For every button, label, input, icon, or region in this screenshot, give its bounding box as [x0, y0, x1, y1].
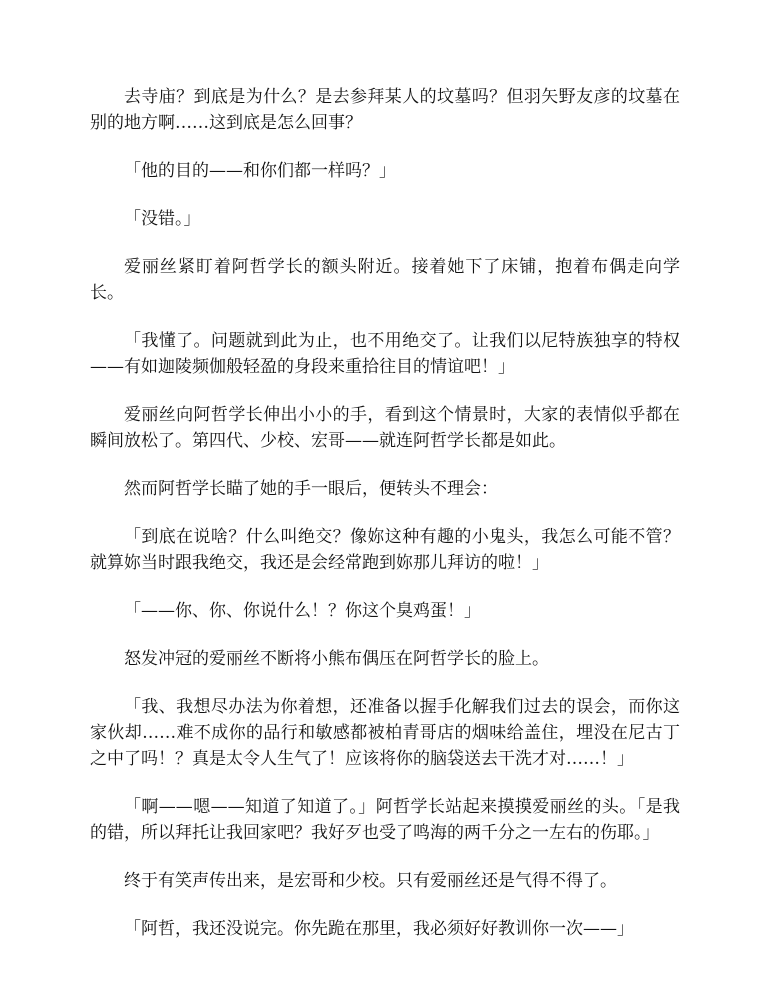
paragraph: 「我、我想尽办法为你着想，还准备以握手化解我们过去的误会，而你这家伙却……难不成你的品行和敏感都被柏青哥店的烟味给盖住，埋没在尼古丁之中了吗！？真是太令人生气了！应该将你的脑袋送去干洗才对……！」 — [90, 697, 680, 769]
paragraph: 然而阿哲学长瞄了她的手一眼后，便转头不理会： — [124, 479, 498, 499]
paragraph: 「他的目的——和你们都一样吗？」 — [124, 161, 396, 181]
paragraph: 「我懂了。问题就到此为止，也不用绝交了。让我们以尼特族独享的特权——有如迦陵频伽般轻盈的身段来重拾往目的情谊吧！」 — [90, 331, 680, 377]
document-page — [90, 84, 680, 964]
paragraph: 「啊——嗯——知道了知道了。」阿哲学长站起来摸摸爱丽丝的头。「是我的错，所以拜托让我回家吧？我好歹也受了鸣海的两千分之一左右的伤耶。」 — [90, 797, 680, 843]
paragraph: 爱丽丝紧盯着阿哲学长的额头附近。接着她下了床铺，抱着布偶走向学长。 — [90, 257, 680, 303]
paragraph: 怒发冲冠的爱丽丝不断将小熊布偶压在阿哲学长的脸上。 — [124, 649, 549, 669]
paragraph: 去寺庙？到底是为什么？是去参拜某人的坟墓吗？但羽矢野友彦的坟墓在别的地方啊……这到底是怎么回事？ — [90, 87, 680, 133]
paragraph: 「阿哲，我还没说完。你先跪在那里，我必须好好教训你一次——」 — [124, 919, 634, 939]
paragraph: 「——你、你、你说什么！？你这个臭鸡蛋！」 — [124, 601, 481, 621]
paragraph: 终于有笑声传出来，是宏哥和少校。只有爱丽丝还是气得不得了。 — [124, 871, 617, 891]
paragraph: 「到底在说啥？什么叫绝交？像妳这种有趣的小鬼头，我怎么可能不管？就算妳当时跟我绝交，我还是会经常跑到妳那儿拜访的啦！」 — [90, 527, 680, 573]
paragraph: 「没错。」 — [124, 209, 201, 229]
paragraph: 爱丽丝向阿哲学长伸出小小的手，看到这个情景时，大家的表情似乎都在瞬间放松了。第四代、少校、宏哥——就连阿哲学长都是如此。 — [90, 405, 680, 451]
